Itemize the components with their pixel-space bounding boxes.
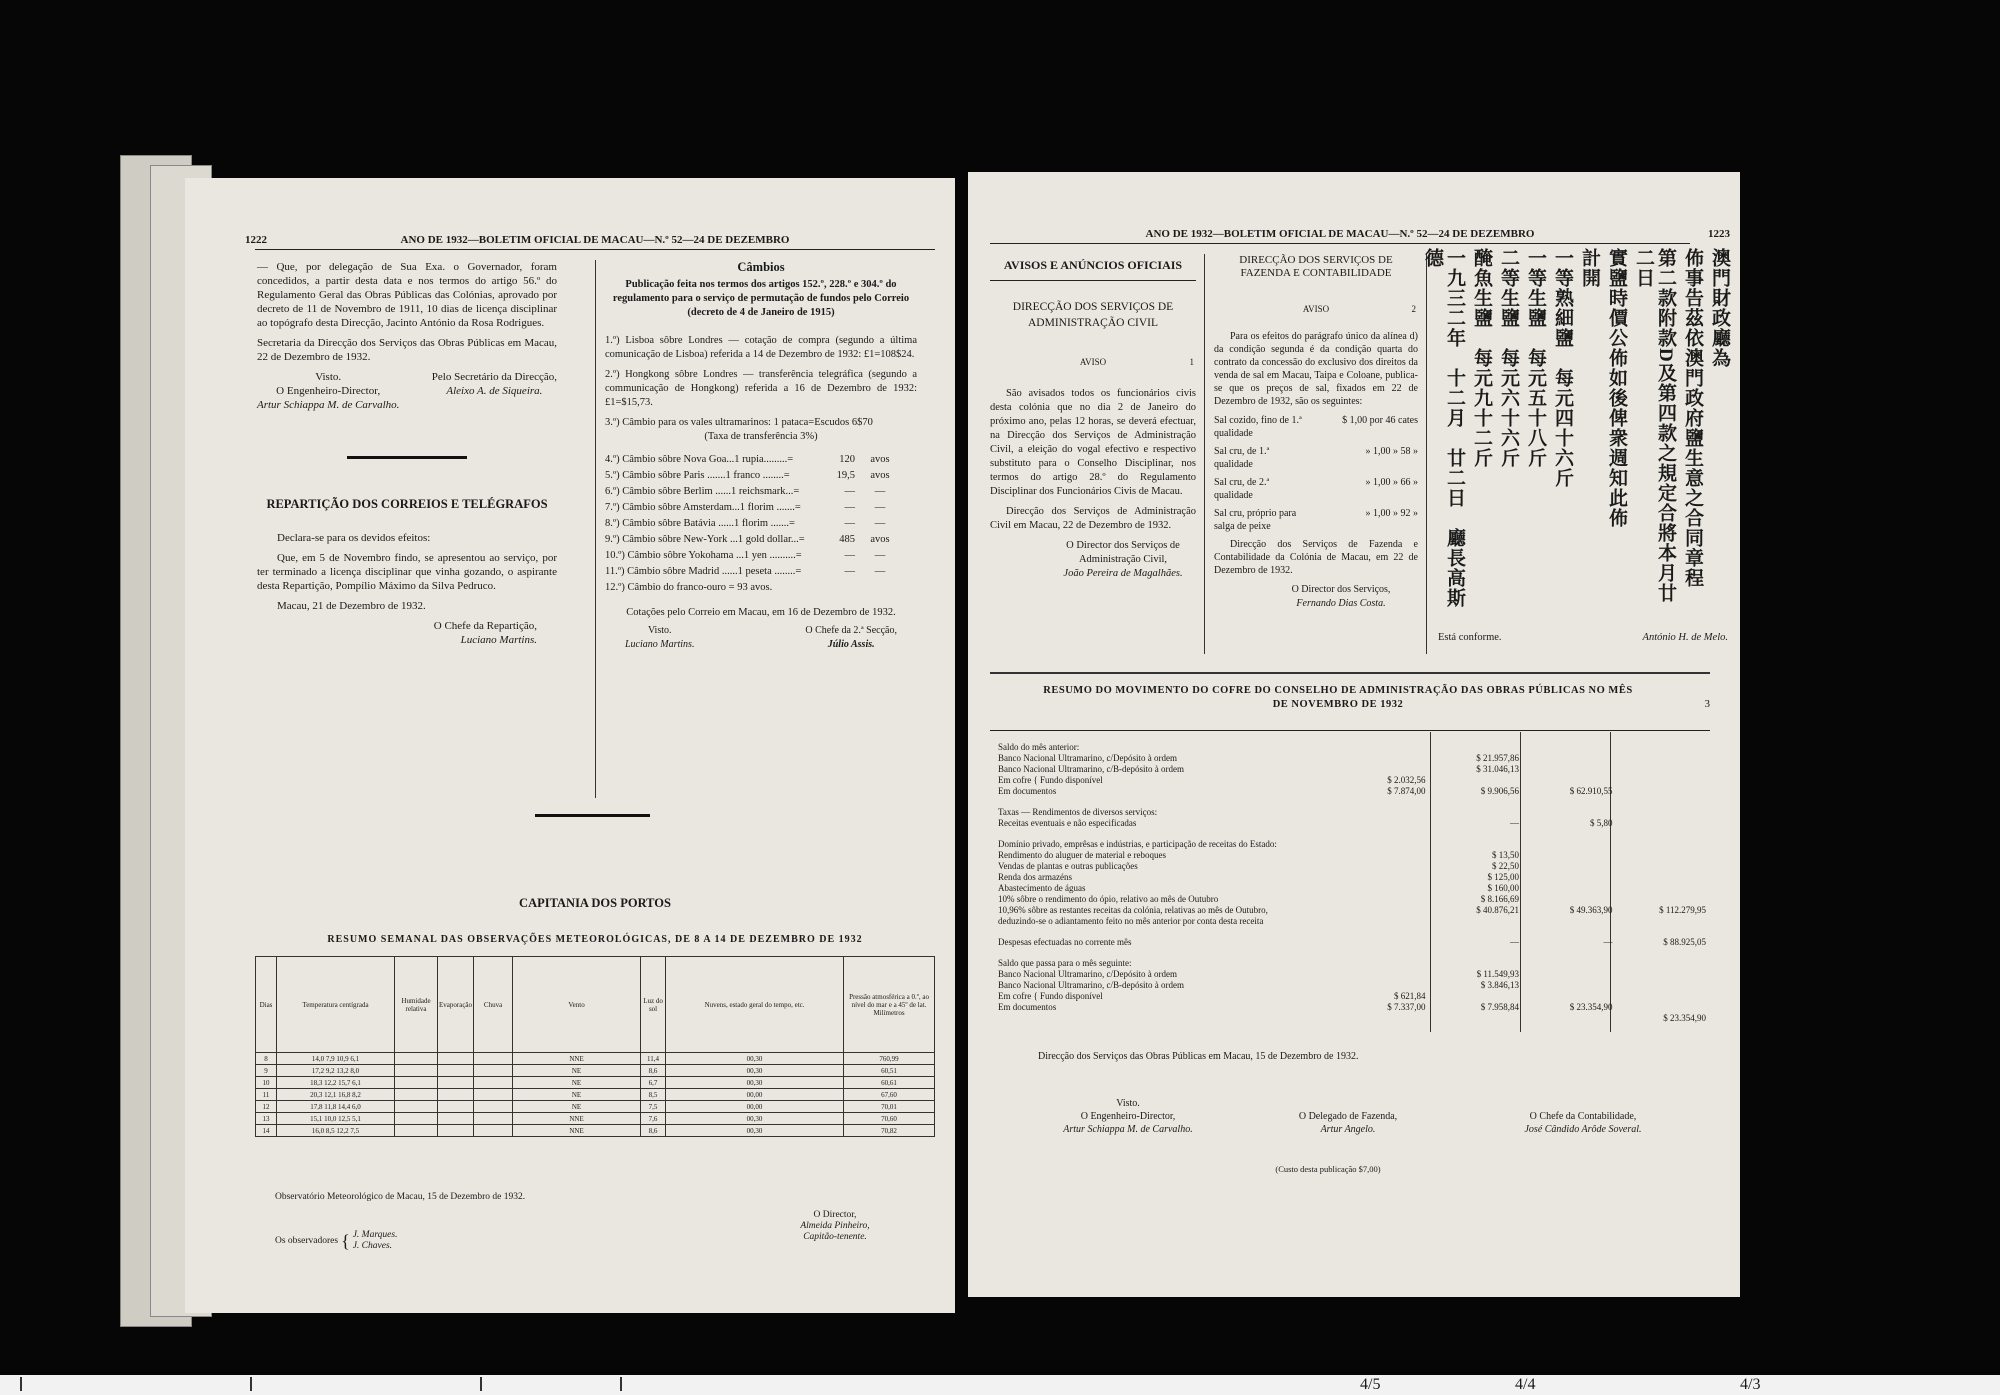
chinese-column: 第二款附款D及第四款之規定合將本月廿二日 (1633, 248, 1676, 603)
salt-price-row: Sal cozido, fino de 1.ª qualidade $ 1,00 por 46 cates (1214, 415, 1418, 439)
finance-cell-a (1296, 872, 1429, 883)
finance-cell-c (1523, 980, 1616, 991)
finance-row (998, 839, 1710, 850)
finance-cell-a (1296, 839, 1429, 850)
rate-row: 12.º) Câmbio do franco-ouro = 93 avos. (605, 582, 773, 593)
finance-cell-b: $ 11.549,93 (1476, 969, 1520, 979)
finance-cell-c (1523, 850, 1616, 861)
section-chief-name: Júlio Assis. (827, 639, 875, 650)
cambios-place: Cotações pelo Correio em Macau, em 16 de Dezembro de 1932. (626, 607, 896, 618)
cambios-item-2: 2.º) Hongkong sôbre Londres — transferência telegráfica (segundo a communicação de Hongkong) referida a 16 de Dezembro de 1932: £1=$15,73. (605, 369, 917, 408)
rate-row: 9.º) Câmbio sôbre New-York ...1 gold dollar...= 485 avos (605, 534, 890, 545)
finance-cell-a: $ 7.337,00 (1387, 1002, 1426, 1012)
running-title: ANO DE 1932—BOLETIM OFICIAL DE MACAU—N.º 52—24 DE DEZEMBRO (1145, 228, 1535, 240)
finance-cell-a: $ 7.874,00 (1387, 786, 1426, 796)
finance-cell-b: — (1510, 937, 1520, 947)
column-rule (595, 260, 596, 798)
finance-cell-b: $ 21.957,86 (1476, 753, 1520, 763)
finance-cell-b: $ 40.876,21 (1476, 905, 1520, 915)
finance-row (998, 861, 1710, 872)
finance-cell-label: Banco Nacional Ultramarino, c/B-depósito à ordem (998, 764, 1184, 774)
custo-line: (Custo desta publicação $7,00) (1275, 1164, 1381, 1174)
finance-cell-b: $ 7.958,84 (1480, 1002, 1520, 1012)
cambios-item-3b: (Taxa de transferência 3%) (704, 431, 818, 442)
rates-list (605, 452, 917, 596)
finance-cell-d (1617, 839, 1710, 850)
finance-cell-c (1523, 839, 1616, 850)
admin-director-name: João Pereira de Magalhães. (1063, 568, 1183, 579)
finance-cell-c (1523, 969, 1616, 980)
finance-cell-label: Banco Nacional Ultramarino, c/Depósito à ordem (998, 753, 1177, 763)
met-title: RESUMO SEMANAL DAS OBSERVAÇÕES METEOROLÓGICAS, DE 8 A 14 DE DEZEMBRO DE 1932 (327, 934, 863, 945)
chinese-column: 醃魚生鹽 每元九十二斤 (1471, 248, 1492, 468)
finance-cell-b: $ 8.166,69 (1480, 894, 1520, 904)
chinese-column: 澳門財政廳為 (1709, 248, 1730, 368)
finance-cell-a (1296, 958, 1429, 969)
finance-row (998, 905, 1710, 927)
finance-cell-b (1430, 991, 1523, 1002)
finance-cell-label: Abastecimento de águas (998, 883, 1086, 893)
finance-cell-a (1296, 969, 1429, 980)
left-page-header (245, 234, 935, 250)
met-observers: Os observadores { J. Marques. J. Chaves. (275, 1230, 398, 1251)
finance-row (998, 764, 1710, 775)
salt-price-row: Sal cru, de 2.ª qualidade » 1,00 » 66 » (1214, 477, 1418, 501)
section-divider (535, 814, 650, 817)
finance-cell-label: Vendas de plantas e outras publicações (998, 861, 1138, 871)
cambios-item-3: 3.º) Câmbio para os vales ultramarinos: 1 pataca=Escudos 6$70 (605, 417, 873, 428)
correios-text: Que, em 5 de Novembro findo, se apresentou ao serviço, por ter terminado a licença disciplinar que vinha gozando, o aspirante desta Repartição, Pompílio Máximo da Silva Pedruco. (257, 552, 557, 592)
resumo-signature-chefe: O Chefe da Contabilidade, José Cândido Arôde Soveral. (1524, 1111, 1642, 1135)
cambios-subtitle: Publicação feita nos termos dos artigos 152.º, 228.º e 304.º do regulamento para o serviço de permutação de fundos pelo Correio (decreto de 4 de Janeiro de 1915) (612, 279, 910, 318)
fazenda-director-title: O Director dos Serviços, (1291, 584, 1391, 595)
finance-cell-label: Despesas efectuadas no corrente mês (998, 937, 1132, 947)
finance-cell-label: Em documentos (998, 1002, 1057, 1012)
finance-row (998, 958, 1710, 969)
film-tick (250, 1377, 252, 1391)
film-mark: 4/5 (1360, 1376, 1381, 1393)
finance-cell-c: $ 23.354,90 (1569, 1002, 1613, 1012)
obras-visto: Visto. (315, 371, 342, 383)
fazenda-title: DIRECÇÃO DOS SERVIÇOS DE FAZENDA E CONTABILIDADE (1239, 254, 1393, 279)
finance-cell-c (1523, 861, 1616, 872)
chinese-notice (1422, 248, 1730, 608)
cambios-title: Câmbios (737, 260, 785, 274)
admin-title: DIRECÇÃO DOS SERVIÇOS DE ADMINISTRAÇÃO CIVIL (1012, 301, 1174, 329)
finance-cell-d (1617, 786, 1710, 797)
met-header: Luz do sol (641, 957, 666, 1053)
rate-row: 4.º) Câmbio sôbre Nova Goa...1 rupia.........= 120 avos (605, 454, 890, 465)
finance-cell-a (1296, 742, 1429, 753)
finance-cell-label: Banco Nacional Ultramarino, c/Depósito à ordem (998, 969, 1177, 979)
chinese-column: 一等熟細鹽 每元四十六斤 (1552, 248, 1573, 488)
chinese-column: 二等生鹽 每元六十六斤 (1498, 248, 1519, 468)
finance-cell-d (1617, 1002, 1710, 1013)
resumo-signature-director: Visto. O Engenheiro-Director, Artur Schiappa M. de Carvalho. (1063, 1098, 1193, 1135)
film-tick (620, 1377, 622, 1391)
cambios-column (605, 260, 917, 652)
section-divider (990, 672, 1710, 674)
fazenda-aviso: AVISO 2 (1302, 304, 1416, 314)
finance-cell-a (1296, 894, 1429, 905)
rate-row: 11.º) Câmbio sôbre Madrid ......1 peseta ........= — — (605, 566, 886, 577)
finance-cell-label: 10% sôbre o rendimento do ópio, relativo ao mês de Outubro (998, 894, 1219, 904)
obras-secretary-name: Aleixo A. de Siqueira. (446, 385, 543, 397)
finance-cell-c (1523, 775, 1616, 786)
finance-cell-d (1617, 742, 1710, 753)
right-page (968, 172, 1740, 1297)
finance-row (998, 872, 1710, 883)
finance-cell-label: Renda dos armazéns (998, 872, 1072, 882)
finance-cell-c (1523, 958, 1616, 969)
finance-cell-b (1430, 1013, 1523, 1024)
finance-cell-label: Saldo que passa para o mês seguinte: (998, 958, 1132, 968)
obras-director-name: Artur Schiappa M. de Carvalho. (257, 399, 400, 411)
finance-cell-b: $ 31.046,13 (1476, 764, 1520, 774)
capitania-title: CAPITANIA DOS PORTOS (519, 896, 671, 910)
finance-cell-label: Em cofre { Fundo disponível (998, 991, 1103, 1001)
finance-cell-d (1617, 753, 1710, 764)
finance-row (998, 969, 1710, 980)
salt-price-row: Sal cru, próprio para salga de peixe » 1,00 » 92 » (1214, 508, 1418, 532)
met-header: Humidade relativa (395, 957, 438, 1053)
finance-cell-b: $ 9.906,56 (1480, 786, 1520, 796)
resumo-title: RESUMO DO MOVIMENTO DO COFRE DO CONSELHO DE ADMINISTRAÇÃO DAS OBRAS PÚBLICAS NO MÊS DE NOVEMBRO DE 1932 (1043, 685, 1633, 710)
finance-row (998, 807, 1710, 818)
finance-cell-c: $ 5,80 (1590, 818, 1613, 828)
cambios-visto-name: Luciano Martins. (625, 639, 695, 650)
met-header: Dias (256, 957, 277, 1053)
chinese-column: 實鹽時價公佈如後俾衆週知此佈 (1606, 248, 1627, 528)
finance-cell-d (1617, 991, 1710, 1002)
finance-row (998, 850, 1710, 861)
correios-chief-name: Luciano Martins. (460, 634, 537, 646)
finance-cell-d (1617, 775, 1710, 786)
rate-row: 7.º) Câmbio sôbre Amsterdam...1 florim .......= — — (605, 502, 886, 513)
finance-cell-label: 10,96% sôbre as restantes receitas da colónia, relativas ao mês de Outubro, deduzindo-se o adiantamento feito no mês anterior por conta desta receita (998, 905, 1268, 926)
finance-cell-label: Banco Nacional Ultramarino, c/B-depósito à ordem (998, 980, 1184, 990)
met-table (255, 956, 935, 1137)
met-header: Evaporação (438, 957, 474, 1053)
admin-text: São avisados todos os funcionários civis desta colónia que no dia 2 de Janeiro do próximo ano, pelas 12 horas, se deverá efectuar, na Direcção dos Serviços de Administração Civil, a eleição do vogal efectivo e respectivo substituto para o Conselho Disciplinar, nos termos do artigo 28.º do Regulamento Disciplinar dos Funcionários Civis de Macau. (990, 388, 1196, 497)
correios-intro: Declara-se para os devidos efeitos: (277, 532, 431, 544)
page-number: 1223 (1708, 228, 1730, 240)
finance-cell-label: Receitas eventuais e não especificadas (998, 818, 1137, 828)
finance-cell-c (1523, 742, 1616, 753)
right-page-header (990, 228, 1730, 244)
met-header: Vento (513, 957, 641, 1053)
chinese-column: 一等生鹽 每元五十八斤 (1525, 248, 1546, 468)
running-title: ANO DE 1932—BOLETIM OFICIAL DE MACAU—N.º 52—24 DE DEZEMBRO (400, 234, 790, 246)
finance-cell-label: Domínio privado, emprêsas e indústrias, e participação de receitas do Estado: (998, 839, 1277, 849)
admin-director-title: O Director dos Serviços de Administração Civil, (1066, 540, 1180, 565)
finance-cell-c: $ 62.910,55 (1569, 786, 1613, 796)
correios-title: REPARTIÇÃO DOS CORREIOS E TELÉGRAFOS (266, 497, 548, 511)
cambios-item-1: 1.º) Lisboa sôbre Londres — cotação de compra (segundo a última comunicação de Lisboa) referida a 14 de Dezembro de 1932: £1=108$24. (605, 335, 917, 360)
finance-cell-a (1296, 980, 1429, 991)
finance-cell-a (1296, 807, 1429, 818)
finance-row (998, 883, 1710, 894)
fazenda-place: Direcção dos Serviços de Fazenda e Contabilidade da Colónia de Macau, em 22 de Dezembro de 1932. (1214, 539, 1418, 576)
fazenda-text: Para os efeitos do parágrafo único da alínea d) da condição segunda é da condição quarta do contrato da concessão do exclusivo dos direitos da venda de sal em Macau, Taipa e Coloane, publica-se que os preços de sal, fixados em 22 de Dezembro de 1932, são os seguintes: (1214, 331, 1418, 407)
finance-cell-c: — (1603, 937, 1613, 947)
rate-row: 10.º) Câmbio sôbre Yokohama ...1 yen ..........= — — (605, 550, 886, 561)
finance-cell-a (1296, 905, 1429, 927)
finance-cell-b (1430, 839, 1523, 850)
correios-place: Macau, 21 de Dezembro de 1932. (277, 600, 426, 612)
finance-cell-d: $ 112.279,95 (1659, 905, 1706, 915)
finance-cell-c (1523, 872, 1616, 883)
finance-cell-d (1617, 958, 1710, 969)
finance-cell-label: Rendimento do aluguer de material e reboques (998, 850, 1166, 860)
finance-cell-d (1617, 872, 1710, 883)
left-column (257, 260, 557, 647)
finance-cell-label: Taxas — Rendimentos de diversos serviços: (998, 807, 1158, 817)
fazenda-column (1214, 254, 1418, 611)
finance-cell-b: $ 22,50 (1492, 861, 1520, 871)
finance-cell-a (1296, 1013, 1429, 1024)
salt-price-list (1214, 414, 1418, 533)
met-director: O Director, Almeida Pinheiro, Capitão-tenente. (800, 1210, 870, 1242)
table-row: 13 15,1 10,0 12,5 5,1 NNE 7,6 00,30 70,60 (256, 1113, 935, 1125)
finance-cell-a: $ 621,84 (1394, 991, 1426, 1001)
obras-notice: — Que, por delegação de Sua Exa. o Governador, foram concedidos, a partir desta data e nos termos do artigo 56.º do Regulamento Geral das Obras Públicas das Colónias, aprovado por decreto de 11 de Novembro de 1911, 10 dias de licença disciplinar ao topógrafo desta Direcção, Jacinto António da Rosa Rodrigues. (257, 261, 557, 329)
finance-cell-c (1523, 764, 1616, 775)
correios-chief-title: O Chefe da Repartição, (433, 620, 537, 632)
finance-cell-a (1296, 818, 1429, 829)
finance-row (998, 1013, 1710, 1024)
finance-cell-a (1296, 850, 1429, 861)
finance-row (998, 818, 1710, 829)
finance-cell-a (1296, 937, 1429, 948)
finance-cell-c (1523, 1013, 1616, 1024)
finance-cell-c (1523, 807, 1616, 818)
finance-cell-d (1617, 894, 1710, 905)
met-header: Chuva (474, 957, 513, 1053)
finance-cell-a: $ 2.032,56 (1387, 775, 1426, 785)
finance-row (998, 753, 1710, 764)
finance-row (998, 894, 1710, 905)
finance-cell-d (1617, 850, 1710, 861)
chinese-column: 佈事告茲依澳門政府鹽生意之合同章程 (1682, 248, 1703, 588)
table-row: 10 18,3 12,2 15,7 6,1 NE 6,7 00,30 60,61 (256, 1077, 935, 1089)
chinese-column: 計開 (1579, 248, 1600, 288)
finance-cell-c (1523, 894, 1616, 905)
finance-cell-b (1430, 775, 1523, 786)
met-header: Temperatura centígrada (277, 957, 395, 1053)
left-page (185, 178, 955, 1313)
cambios-visto: Visto. (647, 625, 672, 636)
finance-cell-b: $ 3.846,13 (1480, 980, 1520, 990)
finance-cell-d (1617, 883, 1710, 894)
finance-cell-b (1430, 958, 1523, 969)
obras-place: Secretaria da Direcção dos Serviços das Obras Públicas em Macau, 22 de Dezembro de 1932. (257, 337, 557, 363)
resumo-signature-delegado: O Delegado de Fazenda, Artur Angelo. (1298, 1111, 1398, 1135)
met-header: Nuvens, estado geral do tempo, etc. (666, 957, 844, 1053)
met-header: Pressão atmosférica a 0.º, ao nível do mar e a 45º de lat. Milímetros (844, 957, 935, 1053)
section-chief-title: O Chefe da 2.ª Secção, (805, 625, 897, 636)
obras-secretary-title: Pelo Secretário da Direcção, (431, 371, 557, 383)
finance-rows (998, 742, 1710, 1024)
rate-row: 8.º) Câmbio sôbre Batávia ......1 florim .......= — — (605, 518, 886, 529)
table-row: 9 17,2 9,2 13,2 8,0 NE 8,6 00,30 60,51 (256, 1065, 935, 1077)
resumo-num: 3 (1704, 698, 1710, 710)
finance-cell-c (1523, 991, 1616, 1002)
film-tick (20, 1377, 22, 1391)
salt-price-row: Sal cru, de 1.ª qualidade » 1,00 » 58 » (1214, 446, 1418, 470)
avisos-column (990, 254, 1196, 581)
finance-cell-a (1296, 753, 1429, 764)
finance-cell-d (1617, 980, 1710, 991)
finance-cell-d: $ 23.354,90 (1663, 1013, 1706, 1023)
admin-place: Direcção dos Serviços de Administração Civil em Macau, 22 de Dezembro de 1932. (990, 506, 1196, 531)
finance-cell-c: $ 49.363,90 (1569, 905, 1613, 915)
finance-cell-b: $ 125,00 (1487, 872, 1520, 882)
table-row: 8 14,0 7,9 10,9 6,1 NNE 11,4 00,30 760,99 (256, 1053, 935, 1065)
table-row: 11 20,3 12,1 16,8 8,2 NE 8,5 00,00 67,60 (256, 1089, 935, 1101)
finance-cell-d: $ 88.925,05 (1663, 937, 1706, 947)
finance-row (998, 786, 1710, 797)
finance-cell-d (1617, 818, 1710, 829)
column-rule (1204, 254, 1205, 654)
section-divider (347, 456, 467, 459)
finance-cell-c (1523, 883, 1616, 894)
rate-row: 5.º) Câmbio sôbre Paris .......1 franco ........= 19,5 avos (605, 470, 890, 481)
finance-row (998, 775, 1710, 786)
finance-cell-d (1617, 861, 1710, 872)
chinese-column: 一九三二年 十二月 廿二日 廳長高斯德 (1422, 248, 1465, 608)
conforme-line: Está conforme. António H. de Melo. (1438, 632, 1728, 643)
finance-cell-b: $ 160,00 (1487, 883, 1520, 893)
page-number: 1222 (245, 234, 267, 246)
finance-cell-label: Saldo do mês anterior: (998, 742, 1080, 752)
film-tick (480, 1377, 482, 1391)
finance-cell-b: — (1510, 818, 1520, 828)
finance-row (998, 991, 1710, 1002)
finance-cell-d (1617, 969, 1710, 980)
finance-cell-a (1296, 861, 1429, 872)
finance-row (998, 1002, 1710, 1013)
finance-cell-a (1296, 764, 1429, 775)
finance-cell-b: $ 13,50 (1492, 850, 1520, 860)
table-row: 12 17,8 11,8 14,4 6,0 NE 7,5 00,00 70,01 (256, 1101, 935, 1113)
finance-row (998, 937, 1710, 948)
rate-row: 6.º) Câmbio sôbre Berlim ......1 reichsmark...= — — (605, 486, 886, 497)
table-row: 14 16,0 8,5 12,2 7,5 NNE 8,6 00,30 70,82 (256, 1125, 935, 1137)
finance-cell-label: Em cofre { Fundo disponível (998, 775, 1103, 785)
film-mark: 4/4 (1515, 1376, 1536, 1393)
finance-cell-label: Em documentos (998, 786, 1057, 796)
finance-cell-label (998, 1013, 1296, 1024)
finance-cell-b (1430, 742, 1523, 753)
finance-row (998, 980, 1710, 991)
film-mark: 4/3 (1740, 1376, 1761, 1393)
finance-cell-b (1430, 807, 1523, 818)
obras-director-title: O Engenheiro-Director, (276, 385, 381, 397)
finance-cell-d (1617, 807, 1710, 818)
fazenda-director-name: Fernando Dias Costa. (1296, 598, 1386, 609)
admin-aviso: AVISO 1 (1079, 357, 1194, 367)
avisos-title: AVISOS E ANÚNCIOS OFICIAIS (990, 254, 1196, 281)
finance-cell-c (1523, 753, 1616, 764)
resumo-place: Direcção dos Serviços das Obras Públicas em Macau, 15 de Dezembro de 1932. (1038, 1051, 1359, 1062)
finance-cell-a (1296, 883, 1429, 894)
film-bottom-strip (0, 1375, 2000, 1395)
finance-cell-d (1617, 764, 1710, 775)
finance-row (998, 742, 1710, 753)
met-place: Observatório Meteorológico de Macau, 15 de Dezembro de 1932. (275, 1192, 526, 1202)
